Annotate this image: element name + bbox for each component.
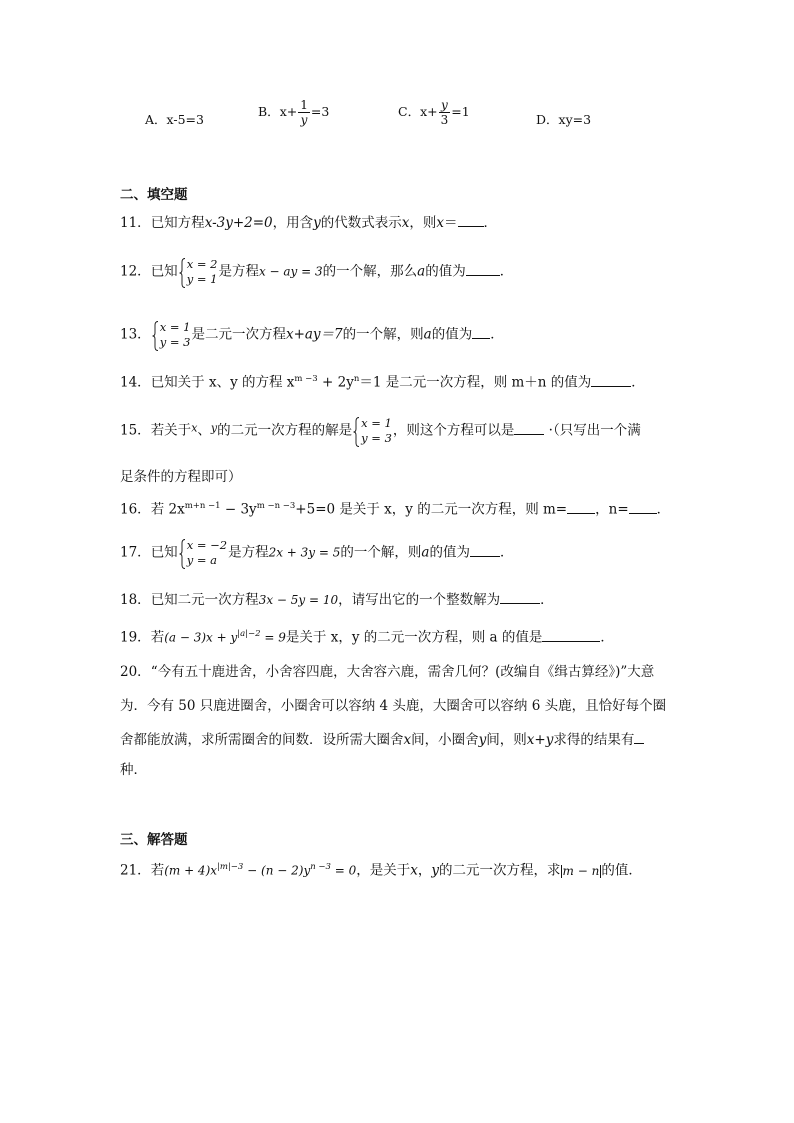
question-20-line-2: 为．今有 50 只鹿进圈舍，小圈舍可以容纳 4 头鹿，大圈舍可以容纳 6 头鹿，且恰好每个圈 (120, 698, 667, 714)
left-brace-icon (179, 539, 186, 569)
answer-blank-n[interactable] (629, 512, 657, 514)
question-13: 13． x = 1 y = 3 是二元一次方程x+ay＝7的一个解，则a的值为 ． (120, 320, 504, 349)
question-18: 18．已知二元一次方程3x − 5y = 10，请写出它的一个整数解为 ． (120, 592, 554, 608)
option-d: D．xy=3 (536, 112, 592, 127)
answer-blank[interactable] (500, 602, 540, 604)
option-c: C．x+ $\frac{y}{3}$ =1 (398, 98, 470, 127)
question-12: 12．已知 x = 2 y = 1 是方程x − ay = 3的一个解，那么a的值为 ． (120, 257, 514, 286)
fraction: $\frac{1}{y}$ (300, 98, 308, 127)
section-title-fill: 二、填空题 (120, 187, 188, 203)
equation-system: x = −2 y = a (179, 538, 227, 568)
question-11: 11．已知方程x-3y+2=0，用含y的代数式表示x，则x＝ ． (120, 215, 498, 231)
question-17: 17．已知 x = −2 y = a 是方程2x + 3y = 5的一个解，则a的值为 ． (120, 538, 514, 567)
question-20-line-4: 种． (120, 762, 147, 778)
equation-system: x = 2 y = 1 (179, 257, 218, 287)
question-15: 15．若关于$^x$、$^y$的二元一次方程的解是 x = 1 y = 3 ，则这个方程可以是 ·（只写出一个满 (120, 416, 641, 445)
equation-system: x = 1 y = 3 (152, 320, 191, 350)
section-title-solve: 三、解答题 (120, 832, 188, 848)
answer-blank[interactable] (472, 337, 490, 339)
answer-blank[interactable] (514, 433, 544, 435)
fraction: $\frac{y}{3}$ (440, 98, 449, 127)
question-16: 16．若 $2x^{m+n -1} - 3y^{m -n -3}+5=0$ 是关于 x，y 的二元一次方程，则 m= ，n= ． (120, 501, 671, 518)
answer-blank[interactable] (458, 225, 484, 227)
left-brace-icon (353, 417, 360, 447)
equation-system: x = 1 y = 3 (353, 416, 392, 446)
question-15-continued: 足条件的方程即可） (120, 469, 242, 485)
absolute-value: m − n (562, 863, 600, 878)
question-20-line-3: 舍都能放满，求所需圈舍的间数．设所需大圈舍x间，小圈舍y间，则x+y求得的结果有 (120, 734, 644, 748)
answer-blank-m[interactable] (567, 512, 595, 514)
option-a: A．x-5=3 (145, 112, 204, 127)
question-21: 21．若$(m + 4)x^{|m|-3} - (n - 2)y^{n -3} = 0$，是关于x，y的二元一次方程，求 m − n 的值． (120, 862, 642, 879)
left-brace-icon (152, 321, 159, 351)
answer-blank[interactable] (466, 274, 500, 276)
left-brace-icon (179, 258, 186, 288)
question-19: 19．若$(a - 3)x + y^{|a|-2} = 9$是关于 x，y 的二元一次方程，则 a 的值是 ． (120, 629, 614, 646)
answer-blank[interactable] (542, 640, 600, 642)
answer-blank[interactable] (470, 555, 500, 557)
question-14: 14．已知关于 x、y 的方程 $x^{m -3} + 2y^n=1$ 是二元一次方程，则 m＋n 的值为 ． (120, 374, 645, 391)
option-b: B．x+ $\frac{1}{y}$ =3 (258, 98, 330, 127)
question-20: 20．“今有五十鹿进舍，小舍容四鹿，大舍容六鹿，需舍几何？(改编自《缉古算经》)”大意 (120, 664, 655, 680)
answer-blank[interactable] (591, 385, 631, 387)
answer-blank[interactable] (634, 742, 644, 744)
